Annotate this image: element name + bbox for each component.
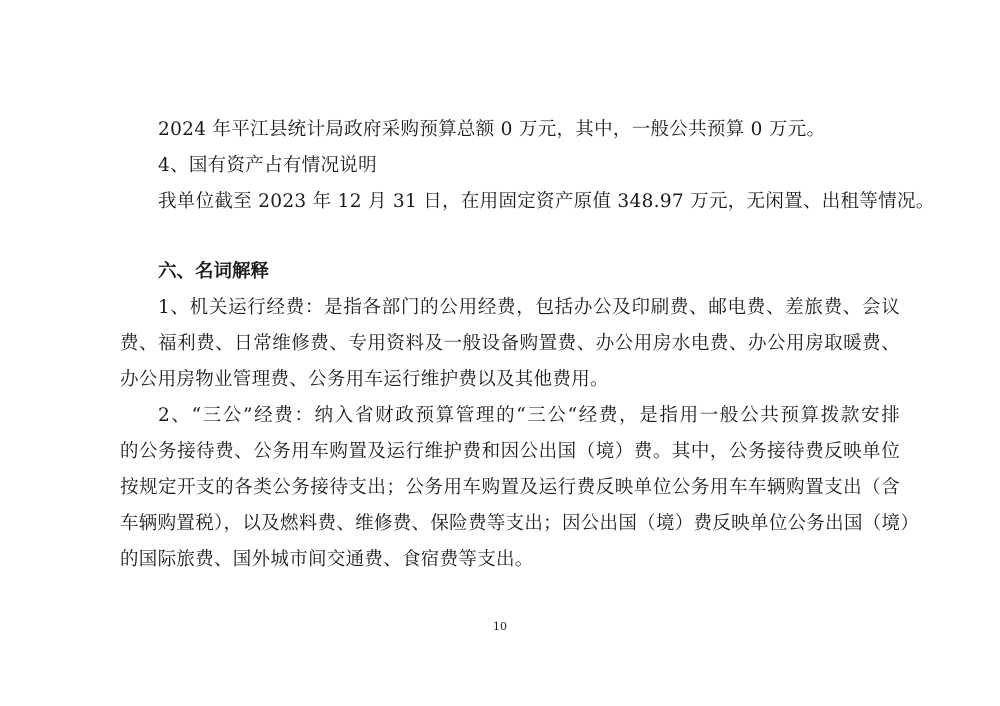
glossary-item2-line4: 车辆购置税），以及燃料费、维修费、保险费等支出；因公出国（境）费反映单位公务出国（境） — [120, 513, 920, 534]
glossary-item2-line1: 2、“三公”经费：纳入省财政预算管理的“三公“经费，是指用一般公共预算拨款安排 — [158, 405, 900, 426]
page-number: 10 — [493, 620, 507, 633]
glossary-item2-line5: 的国际旅费、国外城市间交通费、食宿费等支出。 — [120, 549, 534, 570]
glossary-item1-line1: 1、机关运行经费：是指各部门的公用经费，包括办公及印刷费、邮电费、差旅费、会议 — [158, 297, 900, 318]
glossary-heading: 六、名词解释 — [158, 261, 270, 282]
assets-description-line: 我单位截至 2023 年 12 月 31 日，在用固定资产原值 348.97 万元，无闲置、出租等情况。 — [158, 191, 935, 212]
glossary-item2-line3: 按规定开支的各类公务接待支出；公务用车购置及运行费反映单位公务用车车辆购置支出（含 — [120, 477, 900, 498]
glossary-item1-line3: 办公用房物业管理费、公务用车运行维护费以及其他费用。 — [120, 369, 609, 390]
assets-subheading: 4、国有资产占有情况说明 — [158, 155, 377, 176]
glossary-item2-line2: 的公务接待费、公务用车购置及运行维护费和因公出国（境）费。其中，公务接待费反映单位 — [120, 441, 900, 462]
glossary-item1-line2: 费、福利费、日常维修费、专用资料及一般设备购置费、办公用房水电费、办公用房取暖费、 — [120, 333, 900, 354]
procurement-budget-line: 2024 年平江县统计局政府采购预算总额 0 万元，其中，一般公共预算 0 万元。 — [158, 119, 826, 140]
